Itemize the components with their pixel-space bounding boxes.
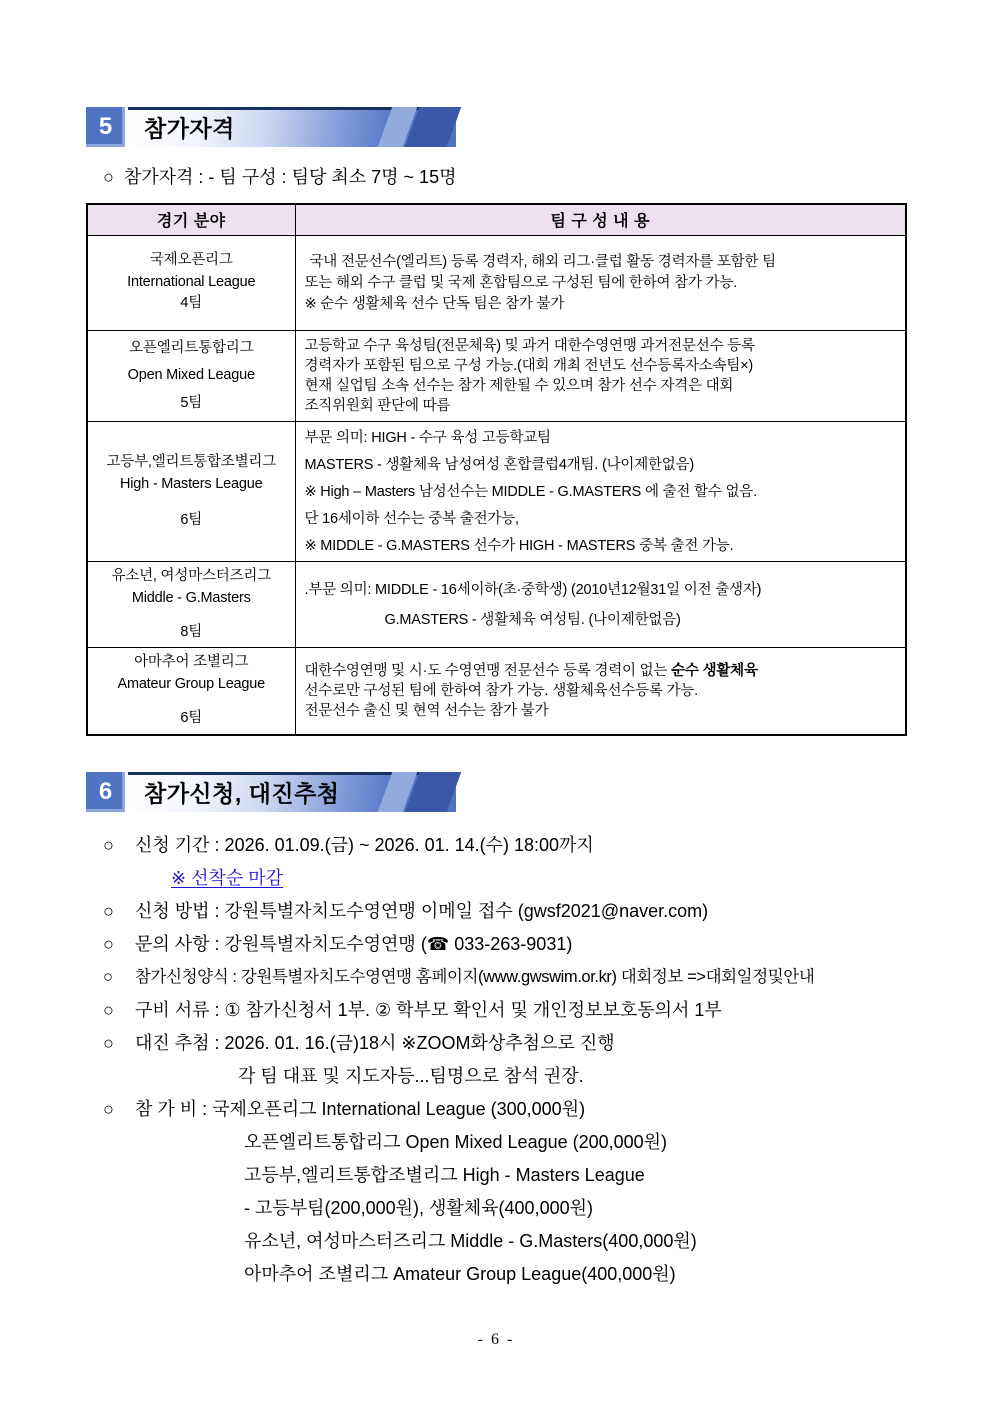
description-line: ※ 순수 생활체육 선수 단독 팀은 참가 불가 <box>304 295 565 312</box>
description-line <box>305 661 898 681</box>
table-row <box>87 648 906 735</box>
list-item-fee-high-masters <box>103 1165 933 1186</box>
circle-bullet-icon: ○ <box>103 901 114 921</box>
table-row <box>87 330 906 422</box>
list-item-fee-open-mixed <box>103 1132 933 1153</box>
league-cell <box>87 648 295 735</box>
list-item-application-form <box>103 967 933 988</box>
description-line: G.MASTERS - 생활체육 여성팀. (나이제한없음) <box>384 611 681 628</box>
list-item-text: 아마추어 조별리그 Amateur Group League(400,000원) <box>244 1264 676 1284</box>
league-name-en: Open Mixed League <box>127 367 255 384</box>
description-cell <box>295 562 906 648</box>
list-item-text: - 고등부팀(200,000원), 생활체육(400,000원) <box>244 1198 593 1218</box>
list-item-text: 유소년, 여성마스터즈리그 Middle - G.Masters(400,000원) <box>244 1231 697 1251</box>
list-item-text: 구비 서류 : ① 참가신청서 1부. ② 학부모 확인서 및 개인정보보호동의서 1부 <box>135 1000 722 1020</box>
column-header-field: 경기 분야 <box>87 204 295 235</box>
description-line: 고등학교 수구 육성팀(전문체육) 및 과거 대한수영연맹 과거전문선수 등록 <box>304 337 755 354</box>
list-item-inquiry <box>103 934 933 955</box>
description-line: 국내 전문선수(엘리트) 등록 경력자, 해외 리그·클럽 활동 경력자를 포함한 팀 <box>309 253 776 270</box>
league-name-en: Middle - G.Masters <box>131 589 251 606</box>
description-line: 현재 실업팀 소속 선수는 참가 제한될 수 있으며 참가 선수 자격은 대회 <box>304 377 734 394</box>
league-name-en: High - Masters League <box>120 475 263 492</box>
description-line: 선수로만 구성된 팀에 한하여 참가 가능. 생활체육선수등록 가능. <box>304 683 698 700</box>
list-item-draw-note <box>103 1066 933 1087</box>
description-text: 대한수영연맹 및 시·도 수영연맹 전문선수 등록 경력이 없는 <box>304 663 672 680</box>
league-name-ko: 아마추어 조별리그 <box>134 654 249 671</box>
column-header-composition: 팀 구 성 내 용 <box>295 204 906 235</box>
league-cell <box>87 235 295 330</box>
team-count: 4팀 <box>180 295 203 312</box>
list-item-first-come-notice <box>103 868 933 889</box>
list-item-text: 고등부,엘리트통합조별리그 High - Masters League <box>244 1165 645 1185</box>
list-item-text: 문의 사항 : 강원특별자치도수영연맹 (☎ 033-263-9031) <box>135 934 573 954</box>
list-item-application-method <box>103 901 933 922</box>
section-5-number: 5 <box>86 107 125 147</box>
list-item-text: 각 팀 대표 및 지도자등...팀명으로 참석 권장. <box>238 1066 584 1086</box>
list-item-entry-fee <box>103 1099 933 1120</box>
description-line: ※ High – Masters 남성선수는 MIDDLE - G.MASTERS 에 출전 할수 없음. <box>304 483 757 500</box>
description-line: 단 16세이하 선수는 중복 출전가능, <box>304 510 519 527</box>
description-line: 조직위원회 판단에 따름 <box>304 397 451 414</box>
league-cell <box>87 422 295 562</box>
circle-bullet-icon: ○ <box>103 968 113 986</box>
table-row <box>87 562 906 648</box>
league-name-ko: 유소년, 여성마스터즈리그 <box>111 568 272 585</box>
list-item-required-documents <box>103 1000 933 1021</box>
section-5-title: 참가자격 <box>144 115 235 142</box>
description-cell <box>295 235 906 330</box>
team-count: 8팀 <box>180 623 203 640</box>
league-name-ko: 고등부,엘리트통합조별리그 <box>106 454 276 471</box>
section-6-banner <box>86 772 456 812</box>
league-name-en: International League <box>127 273 256 290</box>
table-row <box>87 235 906 330</box>
circle-bullet-icon: ○ <box>103 1033 114 1053</box>
circle-bullet-icon: ○ <box>103 934 114 954</box>
description-cell <box>295 422 906 562</box>
list-item-text: 참가신청양식 : 강원특별자치도수영연맹 홈페이지(www.gwswim.or.kr) 대회정보 =>대회일정및안내 <box>135 968 815 986</box>
list-item-fee-amateur <box>103 1264 933 1285</box>
page-number: - 6 - <box>477 1331 515 1348</box>
description-line: .부문 의미: MIDDLE - 16세이하(초·중학생) (2010년12월31일 이전 출생자) <box>304 581 762 598</box>
section-5-banner <box>86 107 456 147</box>
circle-bullet-icon: ○ <box>103 167 114 187</box>
list-item-application-period <box>103 835 933 856</box>
team-count: 5팀 <box>180 394 203 411</box>
list-item-text: 대진 추첨 : 2026. 01. 16.(금)18시 ※ZOOM화상추첨으로 진행 <box>135 1033 615 1053</box>
description-line: 부문 의미: HIGH - 수구 육성 고등학교팀 <box>304 429 551 446</box>
list-item-text: 참 가 비 : 국제오픈리그 International League (300,000원) <box>135 1099 586 1119</box>
description-cell <box>295 330 906 422</box>
section-6-list <box>103 835 933 1297</box>
description-bold-text: 순수 생활체육 <box>671 663 758 680</box>
team-count: 6팀 <box>180 511 203 528</box>
circle-bullet-icon: ○ <box>103 1099 114 1119</box>
list-item-fee-middle-gmasters <box>103 1231 933 1252</box>
description-line: 또는 해외 수구 클럽 및 국제 혼합팀으로 구성된 팀에 한하여 참가 가능. <box>304 274 738 291</box>
table-row <box>87 422 906 562</box>
qualification-intro-text: 참가자격 : - 팀 구성 : 팀당 최소 7명 ~ 15명 <box>123 167 457 187</box>
description-line: ※ MIDDLE - G.MASTERS 선수가 HIGH - MASTERS 중복 출전 가능. <box>304 537 734 554</box>
league-name-ko: 국제오픈리그 <box>149 251 233 268</box>
list-item-draw <box>103 1033 933 1054</box>
description-line: 경력자가 포함된 팀으로 구성 가능.(대회 개최 전년도 선수등록자소속팀×) <box>304 357 754 374</box>
qualification-intro-line <box>103 163 456 189</box>
circle-bullet-icon: ○ <box>103 835 114 855</box>
league-name-ko: 오픈엘리트통합리그 <box>129 339 254 356</box>
description-line: 전문선수 출신 및 현역 선수는 참가 불가 <box>304 703 549 720</box>
qualification-table <box>86 203 907 736</box>
list-item-text: 신청 기간 : 2026. 01.09.(금) ~ 2026. 01. 14.(수) 18:00까지 <box>135 835 594 855</box>
section-6-title: 참가신청, 대진추첨 <box>144 780 340 807</box>
first-come-notice-text: ※ 선착순 마감 <box>171 868 284 888</box>
team-count: 6팀 <box>180 709 203 726</box>
list-item-text: 신청 방법 : 강원특별자치도수영연맹 이메일 접수 (gwsf2021@naver.com) <box>135 901 709 921</box>
league-cell <box>87 330 295 422</box>
list-item-fee-high-masters-detail <box>103 1198 933 1219</box>
table-header-row <box>87 204 906 235</box>
section-5-band <box>128 107 456 147</box>
circle-bullet-icon: ○ <box>103 1000 114 1020</box>
section-6-number: 6 <box>86 772 125 812</box>
list-item-text: 오픈엘리트통합리그 Open Mixed League (200,000원) <box>244 1132 668 1152</box>
description-cell <box>295 648 906 735</box>
description-line: MASTERS - 생활체육 남성여성 혼합클럽4개팀. (나이제한없음) <box>304 456 695 473</box>
league-cell <box>87 562 295 648</box>
section-6-band <box>128 772 456 812</box>
league-name-en: Amateur Group League <box>117 676 266 693</box>
